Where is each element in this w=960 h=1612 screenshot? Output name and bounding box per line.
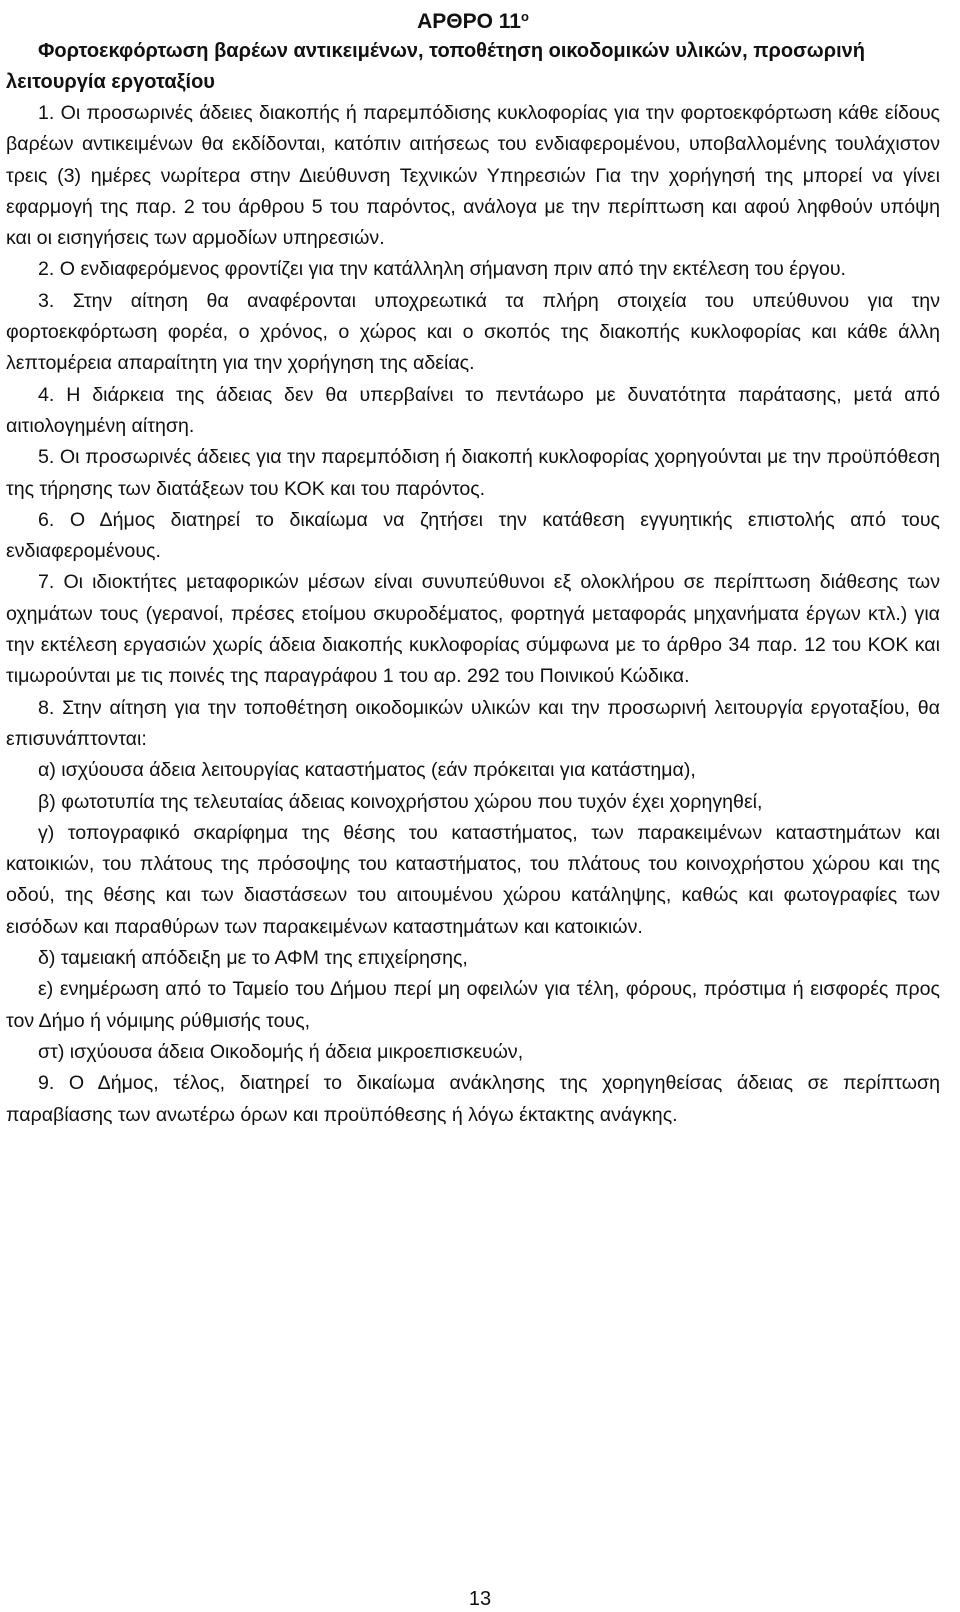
paragraph-5: 5. Οι προσωρινές άδειες για την παρεμπόδιση ή διακοπή κυκλοφορίας χορηγούνται με την προϋπόθεση της τήρησης των διατάξεων του ΚΟΚ και του παρόντος. [6, 446, 940, 500]
article-title: Φορτοεκφόρτωση βαρέων αντικειμένων, τοποθέτηση οικοδομικών υλικών, προσωρινή λειτουργία εργοταξίου [6, 40, 865, 93]
page-number: 13 [468, 1588, 492, 1610]
paragraph-9: 9. Ο Δήμος, τέλος, διατηρεί το δικαίωμα ανάκλησης της χορηγηθείσας άδειας σε περίπτωση παραβίασης των ανωτέρω όρων και προϋπόθεσης ή λόγω έκτακτης ανάγκης. [6, 1072, 940, 1126]
article-number-text: ΑΡΘΡΟ 11 [417, 10, 521, 33]
paragraph-6: 6. Ο Δήμος διατηρεί το δικαίωμα να ζητήσει την κατάθεση εγγυητικής επιστολής από τους ενδιαφερομένους. [6, 508, 940, 563]
list-item-d: δ) ταμειακή απόδειξη με το ΑΦΜ της επιχείρησης, [38, 947, 468, 970]
paragraph-3: 3. Στην αίτηση θα αναφέρονται υποχρεωτικά τα πλήρη στοιχεία του υπεύθυνου για την φορτοεκφόρτωση φορέα, ο χρόνος, ο χώρος και ο σκοπός της διακοπής κυκλοφορίας και κάθε άλλη λεπτομέρεια απαραίτητη για την χορήγηση της αδείας. [6, 289, 940, 375]
paragraph-1: 1. Οι προσωρινές άδειες διακοπής ή παρεμπόδισης κυκλοφορίας για την φορτοεκφόρτωση κάθε είδους βαρέων αντικειμένων θα εκδίδονται, κατόπιν αιτήσεως του ενδιαφερομένου, υποβαλλομένης τουλάχιστον τρεις (3) ημέρες νωρίτερα στην Διεύθυνση Τεχνικών Υπηρεσιών Για την χορήγησή της μπορεί να γίνει εφαρμογή της παρ. 2 του άρθρου 5 του παρόντος, ανάλογα με την περίπτωση και αφού ληφθούν υπόψη και οι εισηγήσεις των αρμοδίων υπηρεσιών. [6, 102, 940, 250]
list-item-e: ε) ενημέρωση από το Ταμείο του Δήμου περί μη οφειλών για τέλη, φόρους, πρόστιμα ή εισφορές προς τον Δήμο ή νόμιμης ρύθμισής τους, [6, 978, 940, 1032]
paragraph-2: 2. Ο ενδιαφερόμενος φροντίζει για την κατάλληλη σήμανση πριν από την εκτέλεση του έργου. [38, 258, 846, 281]
paragraph-8: 8. Στην αίτηση για την τοποθέτηση οικοδομικών υλικών και την προσωρινή λειτουργία εργοταξίου, θα επισυνάπτονται: [6, 696, 940, 750]
document-page [6, 2, 940, 1131]
article-number [6, 2, 940, 36]
list-item-c: γ) τοπογραφικό σκαρίφημα της θέσης του καταστήματος, των παρακειμένων καταστημάτων και κατοικιών, του πλάτους της πρόσοψης του καταστήματος, του πλάτους του κοινοχρήστου χώρου και της οδού, της θέσης και των διαστάσεων του αιτουμένου χώρου κατάληψης, καθώς και φωτογραφίες των εισόδων και παραθύρων των παρακειμένων καταστημάτων και κατοικιών. [6, 821, 940, 938]
article-number-suffix: ο [520, 9, 529, 24]
list-item-a: α) ισχύουσα άδεια λειτουργίας καταστήματος (εάν πρόκειται για κατάστημα), [38, 759, 696, 782]
list-item-f: στ) ισχύουσα άδεια Οικοδομής ή άδεια μικροεπισκευών, [38, 1040, 524, 1063]
paragraph-7: 7. Οι ιδιοκτήτες μεταφορικών μέσων είναι συνυπεύθυνοι εξ ολοκλήρου σε περίπτωση διάθεσης των οχημάτων τους (γερανοί, πρέσες ετοίμου σκυροδέματος, φορτηγά μεταφοράς μηχανήματα έργων κτλ.) για την εκτέλεση εργασιών χωρίς άδεια διακοπής κυκλοφορίας σύμφωνα με το άρθρο 34 παρ. 12 του ΚΟΚ και τιμωρούνται με τις ποινές της παραγράφου 1 του αρ. 292 του Ποινικού Κώδικα. [6, 571, 940, 688]
list-item-b: β) φωτοτυπία της τελευταίας άδειας κοινοχρήστου χώρου που τυχόν έχει χορηγηθεί, [38, 790, 763, 813]
paragraph-4: 4. Η διάρκεια της άδειας δεν θα υπερβαίνει το πεντάωρο με δυνατότητα παράτασης, μετά από αιτιολογημένη αίτηση. [6, 383, 940, 437]
